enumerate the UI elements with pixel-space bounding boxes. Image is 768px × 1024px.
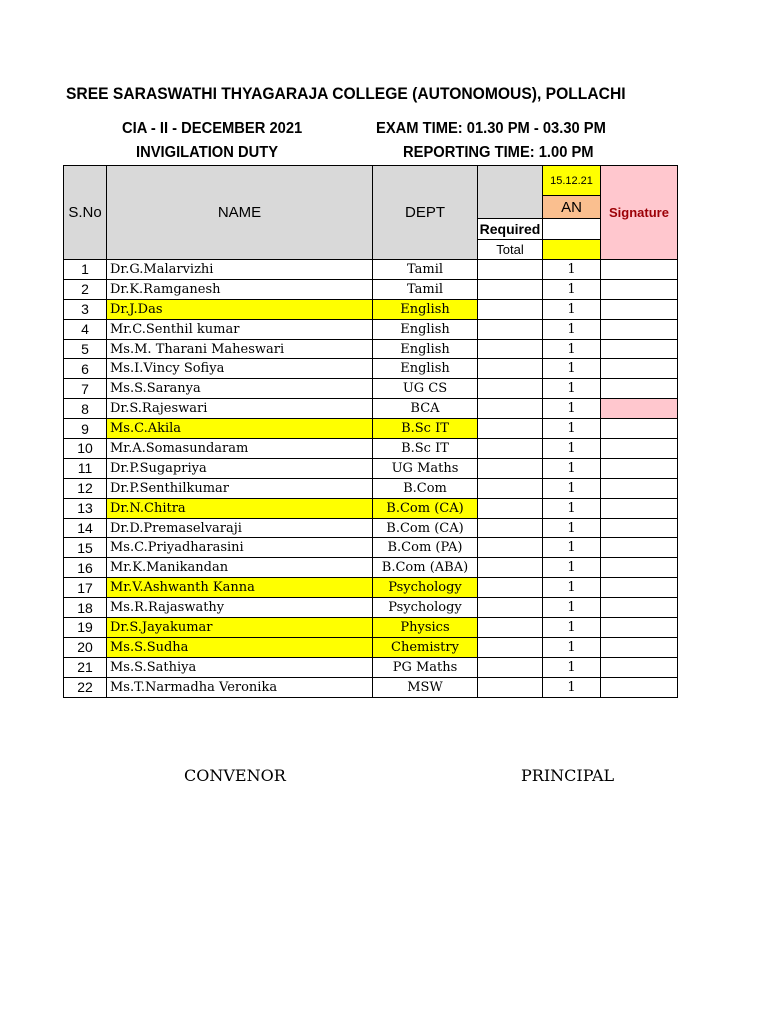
cell-name: Mr.K.Manikandan — [107, 558, 373, 578]
cell-name: Ms.S.Sudha — [107, 637, 373, 657]
cell-sno: 3 — [64, 299, 107, 319]
cell-sno: 1 — [64, 260, 107, 280]
table-row — [64, 498, 678, 518]
cell-signature[interactable] — [601, 299, 678, 319]
cell-duty-count: 1 — [543, 677, 601, 697]
cell-blank — [478, 538, 543, 558]
cell-name: Mr.V.Ashwanth Kanna — [107, 578, 373, 598]
cell-duty-count: 1 — [543, 637, 601, 657]
table-row — [64, 657, 678, 677]
cell-sno: 12 — [64, 478, 107, 498]
cell-name: Dr.K.Ramganesh — [107, 279, 373, 299]
table-row — [64, 339, 678, 359]
total-value-cell — [543, 240, 601, 260]
cell-blank — [478, 478, 543, 498]
header-blank-cell — [478, 166, 543, 219]
cell-signature[interactable] — [601, 379, 678, 399]
cell-duty-count: 1 — [543, 339, 601, 359]
cell-name: Ms.S.Saranya — [107, 379, 373, 399]
principal-label: PRINCIPAL — [521, 766, 615, 785]
table-row — [64, 478, 678, 498]
cell-duty-count: 1 — [543, 657, 601, 677]
cell-blank — [478, 618, 543, 638]
cell-dept: English — [373, 359, 478, 379]
cell-duty-count: 1 — [543, 498, 601, 518]
table-row — [64, 578, 678, 598]
cell-dept: UG CS — [373, 379, 478, 399]
cell-blank — [478, 458, 543, 478]
cell-signature[interactable] — [601, 578, 678, 598]
cell-signature[interactable] — [601, 319, 678, 339]
cell-signature[interactable] — [601, 598, 678, 618]
cell-signature[interactable] — [601, 339, 678, 359]
cell-signature[interactable] — [601, 618, 678, 638]
cell-blank — [478, 419, 543, 439]
cell-name: Dr.P.Senthilkumar — [107, 478, 373, 498]
cell-duty-count: 1 — [543, 379, 601, 399]
cell-dept: Psychology — [373, 598, 478, 618]
cell-blank — [478, 498, 543, 518]
cell-sno: 2 — [64, 279, 107, 299]
cell-signature[interactable] — [601, 478, 678, 498]
cell-signature[interactable] — [601, 359, 678, 379]
cell-signature[interactable] — [601, 677, 678, 697]
cell-duty-count: 1 — [543, 578, 601, 598]
cell-dept: B.Com (CA) — [373, 498, 478, 518]
cell-duty-count: 1 — [543, 260, 601, 280]
cell-blank — [478, 558, 543, 578]
cell-signature[interactable] — [601, 458, 678, 478]
table-row — [64, 319, 678, 339]
table-row — [64, 379, 678, 399]
cell-name: Mr.C.Senthil kumar — [107, 319, 373, 339]
cell-blank — [478, 319, 543, 339]
cell-blank — [478, 578, 543, 598]
cell-duty-count: 1 — [543, 458, 601, 478]
cell-sno: 17 — [64, 578, 107, 598]
table-row — [64, 618, 678, 638]
cell-duty-count: 1 — [543, 359, 601, 379]
cell-dept: Chemistry — [373, 637, 478, 657]
cell-name: Ms.I.Vincy Sofiya — [107, 359, 373, 379]
invigilation-table — [63, 165, 678, 698]
col-header-sno: S.No — [64, 166, 107, 260]
cell-name: Ms.M. Tharani Maheswari — [107, 339, 373, 359]
cell-name: Dr.N.Chitra — [107, 498, 373, 518]
cell-name: Dr.J.Das — [107, 299, 373, 319]
cell-dept: B.Sc IT — [373, 419, 478, 439]
cell-duty-count: 1 — [543, 399, 601, 419]
cell-blank — [478, 399, 543, 419]
table-row — [64, 558, 678, 578]
cell-name: Ms.T.Narmadha Veronika — [107, 677, 373, 697]
cell-sno: 6 — [64, 359, 107, 379]
cell-signature[interactable] — [601, 279, 678, 299]
table-row — [64, 260, 678, 280]
cell-sno: 19 — [64, 618, 107, 638]
cell-signature[interactable] — [601, 538, 678, 558]
exam-time: EXAM TIME: 01.30 PM - 03.30 PM — [376, 120, 606, 137]
cell-duty-count: 1 — [543, 419, 601, 439]
cell-name: Ms.S.Sathiya — [107, 657, 373, 677]
cell-blank — [478, 339, 543, 359]
cell-dept: English — [373, 299, 478, 319]
total-label: Total — [478, 240, 543, 260]
table-row — [64, 279, 678, 299]
cell-sno: 5 — [64, 339, 107, 359]
cell-signature[interactable] — [601, 260, 678, 280]
exam-title: CIA - II - DECEMBER 2021 — [122, 120, 303, 137]
cell-blank — [478, 518, 543, 538]
cell-blank — [478, 657, 543, 677]
reporting-time: REPORTING TIME: 1.00 PM — [403, 144, 594, 161]
cell-sno: 20 — [64, 637, 107, 657]
cell-dept: English — [373, 339, 478, 359]
table-row — [64, 419, 678, 439]
cell-duty-count: 1 — [543, 319, 601, 339]
col-header-name: NAME — [107, 166, 373, 260]
cell-sno: 7 — [64, 379, 107, 399]
cell-dept: B.Com (ABA) — [373, 558, 478, 578]
cell-duty-count: 1 — [543, 279, 601, 299]
cell-duty-count: 1 — [543, 558, 601, 578]
cell-signature[interactable] — [601, 399, 678, 419]
cell-sno: 9 — [64, 419, 107, 439]
cell-sno: 21 — [64, 657, 107, 677]
cell-dept: MSW — [373, 677, 478, 697]
cell-sno: 4 — [64, 319, 107, 339]
table-row — [64, 458, 678, 478]
cell-blank — [478, 439, 543, 459]
duty-title: INVIGILATION DUTY — [136, 144, 279, 161]
cell-blank — [478, 299, 543, 319]
cell-sno: 22 — [64, 677, 107, 697]
cell-name: Dr.P.Sugapriya — [107, 458, 373, 478]
cell-blank — [478, 279, 543, 299]
cell-dept: Tamil — [373, 279, 478, 299]
cell-dept: B.Sc IT — [373, 439, 478, 459]
cell-name: Dr.S.Rajeswari — [107, 399, 373, 419]
cell-signature[interactable] — [601, 637, 678, 657]
cell-duty-count: 1 — [543, 439, 601, 459]
cell-dept: B.Com (PA) — [373, 538, 478, 558]
cell-sno: 18 — [64, 598, 107, 618]
cell-sno: 10 — [64, 439, 107, 459]
cell-dept: B.Com (CA) — [373, 518, 478, 538]
cell-duty-count: 1 — [543, 478, 601, 498]
table-row — [64, 299, 678, 319]
cell-signature[interactable] — [601, 498, 678, 518]
cell-blank — [478, 637, 543, 657]
cell-duty-count: 1 — [543, 518, 601, 538]
required-value-cell — [543, 219, 601, 240]
cell-blank — [478, 598, 543, 618]
table-row — [64, 598, 678, 618]
cell-duty-count: 1 — [543, 538, 601, 558]
table-row — [64, 359, 678, 379]
cell-name: Mr.A.Somasundaram — [107, 439, 373, 459]
cell-signature[interactable] — [601, 558, 678, 578]
cell-sno: 13 — [64, 498, 107, 518]
cell-blank — [478, 260, 543, 280]
cell-name: Ms.C.Priyadharasini — [107, 538, 373, 558]
cell-dept: UG Maths — [373, 458, 478, 478]
cell-dept: B.Com — [373, 478, 478, 498]
cell-name: Dr.S.Jayakumar — [107, 618, 373, 638]
cell-name: Ms.R.Rajaswathy — [107, 598, 373, 618]
cell-name: Dr.D.Premaselvaraji — [107, 518, 373, 538]
cell-sno: 15 — [64, 538, 107, 558]
cell-duty-count: 1 — [543, 618, 601, 638]
cell-name: Ms.C.Akila — [107, 419, 373, 439]
date-cell: 15.12.21 — [543, 166, 601, 196]
table-row — [64, 439, 678, 459]
col-header-dept: DEPT — [373, 166, 478, 260]
cell-sno: 8 — [64, 399, 107, 419]
table-row — [64, 518, 678, 538]
required-label: Required — [478, 219, 543, 240]
cell-duty-count: 1 — [543, 299, 601, 319]
table-row — [64, 399, 678, 419]
cell-signature[interactable] — [601, 439, 678, 459]
cell-dept: Psychology — [373, 578, 478, 598]
cell-dept: Physics — [373, 618, 478, 638]
cell-blank — [478, 677, 543, 697]
cell-dept: Tamil — [373, 260, 478, 280]
table-row — [64, 538, 678, 558]
session-cell: AN — [543, 196, 601, 219]
cell-duty-count: 1 — [543, 598, 601, 618]
cell-sno: 16 — [64, 558, 107, 578]
cell-sno: 14 — [64, 518, 107, 538]
cell-signature[interactable] — [601, 419, 678, 439]
cell-signature[interactable] — [601, 657, 678, 677]
col-header-signature: Signature — [601, 166, 678, 260]
table-row — [64, 677, 678, 697]
college-title: SREE SARASWATHI THYAGARAJA COLLEGE (AUTONOMOUS), POLLACHI — [66, 84, 626, 103]
convenor-label: CONVENOR — [184, 766, 286, 785]
cell-dept: PG Maths — [373, 657, 478, 677]
cell-dept: English — [373, 319, 478, 339]
cell-dept: BCA — [373, 399, 478, 419]
cell-blank — [478, 379, 543, 399]
table-row — [64, 637, 678, 657]
cell-name: Dr.G.Malarvizhi — [107, 260, 373, 280]
cell-signature[interactable] — [601, 518, 678, 538]
cell-blank — [478, 359, 543, 379]
cell-sno: 11 — [64, 458, 107, 478]
